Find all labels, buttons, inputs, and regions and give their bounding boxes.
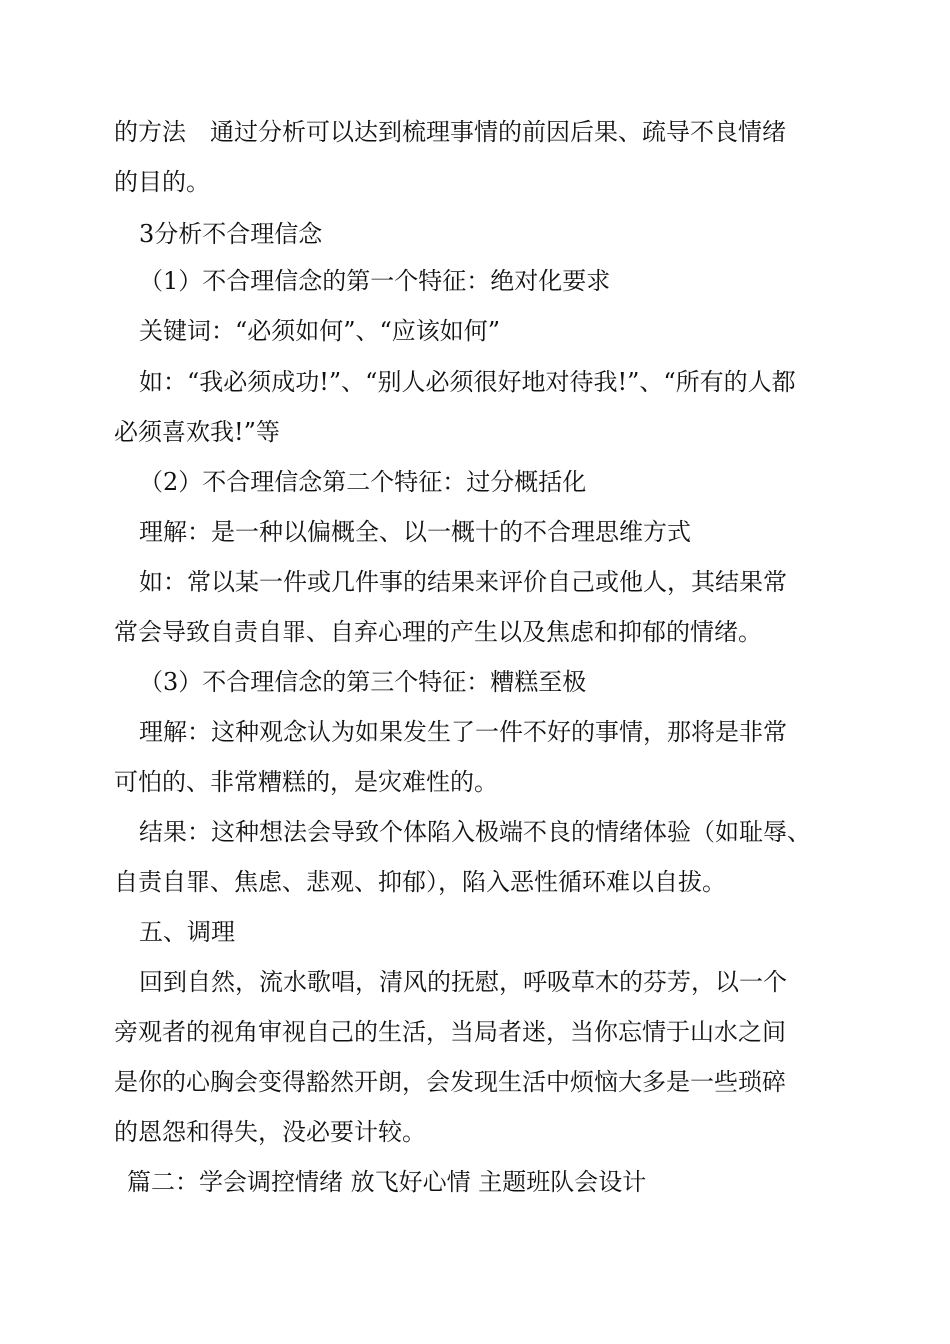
section-heading: 3分析不合理信念: [139, 220, 323, 248]
body-text-line: 的目的。: [114, 168, 210, 196]
subsection-heading: （2）不合理信念第二个特征：过分概括化: [139, 468, 587, 496]
body-text-line: 的恩怨和得失，没必要计较。: [114, 1118, 426, 1146]
body-text-line: 回到自然，流水歌唱，清风的抚慰，呼吸草木的芬芳，以一个: [139, 968, 787, 996]
body-text-line: 结果：这种想法会导致个体陷入极端不良的情绪体验（如耻辱、: [139, 818, 811, 846]
body-text-line: 的方法 通过分析可以达到梳理事情的前因后果、疏导不良情绪: [114, 118, 786, 146]
subsection-heading: （3）不合理信念的第三个特征：糟糕至极: [139, 668, 587, 696]
body-text-line: 理解：这种观念认为如果发生了一件不好的事情，那将是非常: [139, 718, 787, 746]
subsection-heading: （1）不合理信念的第一个特征：绝对化要求: [139, 267, 611, 295]
chapter-title: 篇二：学会调控情绪 放飞好心情 主题班队会设计: [127, 1168, 647, 1196]
body-text-line: 旁观者的视角审视自己的生活，当局者迷，当你忘情于山水之间: [114, 1018, 786, 1046]
body-text-line: 如：常以某一件或几件事的结果来评价自己或他人，其结果常: [139, 568, 787, 596]
body-text-line: 自责自罪、焦虑、悲观、抑郁），陷入恶性循环难以自拔。: [114, 868, 726, 896]
body-text-line: 如：“我必须成功!”、“别人必须很好地对待我!”、“所有的人都: [139, 368, 796, 396]
body-text-line: 是你的心胸会变得豁然开朗，会发现生活中烦恼大多是一些琐碎: [114, 1068, 786, 1096]
body-text-line: 关键词：“必须如何”、“应该如何”: [139, 317, 501, 345]
body-text-line: 必须喜欢我!”等: [114, 418, 280, 446]
body-text-line: 理解：是一种以偏概全、以一概十的不合理思维方式: [139, 518, 691, 546]
body-text-line: 可怕的、非常糟糕的，是灾难性的。: [114, 768, 498, 796]
body-text-line: 常会导致自责自罪、自弃心理的产生以及焦虑和抑郁的情绪。: [114, 618, 762, 646]
section-heading: 五、调理: [139, 918, 235, 946]
